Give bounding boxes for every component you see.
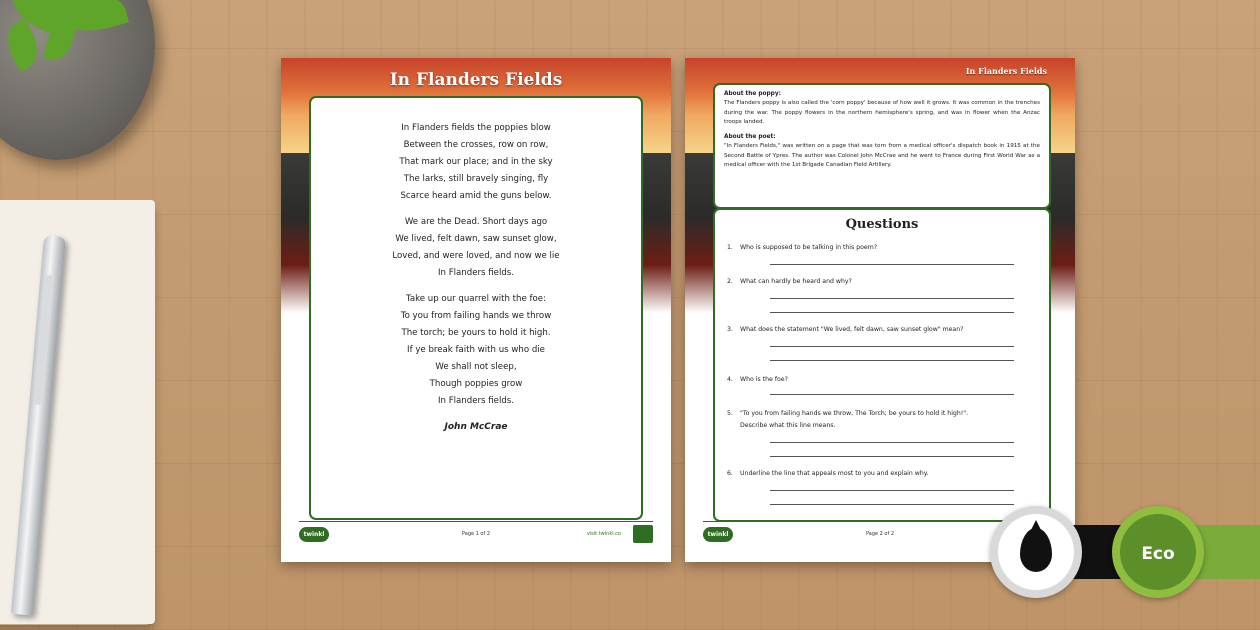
- poem-sheet: [281, 58, 671, 562]
- twinkl-logo: twinkl: [703, 527, 733, 542]
- poem-author: John McCrae: [444, 422, 508, 432]
- answer-line[interactable]: [770, 490, 1014, 491]
- poem-line: Take up our quarrel with the foe:: [406, 294, 546, 304]
- poem-line: Loved, and were loved, and now we lie: [392, 251, 560, 261]
- poem-line: The torch; be yours to hold it high.: [401, 328, 551, 338]
- question-3: 3. What does the statement "We lived, felt dawn, saw sunset glow" mean?: [727, 326, 964, 333]
- answer-line[interactable]: [770, 312, 1014, 313]
- poem-line: Scarce heard amid the guns below.: [400, 191, 552, 201]
- ink-drop-icon[interactable]: [990, 506, 1082, 598]
- questions-card: [713, 208, 1051, 522]
- question-5: 5. "To you from failing hands we throw, The Torch; be yours to hold it high!".: [727, 410, 969, 417]
- answer-line[interactable]: [770, 360, 1014, 361]
- poem-line: Between the crosses, row on row,: [403, 140, 549, 150]
- poem-line: In Flanders fields the poppies blow: [401, 123, 551, 133]
- quality-badge-icon: [633, 525, 653, 543]
- poem-text: [311, 120, 641, 436]
- info-text: [724, 90, 1040, 176]
- sheet-title: In Flanders Fields: [965, 66, 1047, 76]
- answer-line[interactable]: [770, 346, 1014, 347]
- poem-line: We lived, felt dawn, saw sunset glow,: [395, 234, 557, 244]
- poem-line: Though poppies grow: [429, 379, 523, 389]
- answer-line[interactable]: [770, 298, 1014, 299]
- question-1: 1. Who is supposed to be talking in this poem?: [727, 244, 878, 251]
- info-card: [713, 83, 1051, 209]
- about-poppy-heading: About the poppy:: [724, 91, 781, 97]
- question-5-sub: Describe what this line means.: [740, 422, 836, 429]
- site-link: visit twinkl.co: [586, 531, 621, 537]
- poem-line: To you from failing hands we throw: [400, 311, 552, 321]
- about-poet-heading: About the poet:: [724, 134, 776, 141]
- questions-title: Questions: [845, 217, 919, 232]
- answer-line[interactable]: [770, 442, 1014, 443]
- poem-line: In Flanders fields.: [438, 268, 514, 278]
- questions-sheet: [685, 58, 1075, 562]
- answer-line[interactable]: [770, 264, 1014, 265]
- stanza-1: [311, 120, 641, 205]
- poem-line: We are the Dead. Short days ago: [404, 217, 548, 227]
- eco-leaf-icon[interactable]: [1112, 506, 1204, 598]
- page-number: Page 1 of 2: [461, 531, 491, 537]
- answer-line[interactable]: [770, 394, 1014, 395]
- answer-line[interactable]: [770, 456, 1014, 457]
- answer-line[interactable]: [770, 504, 1014, 505]
- poem-title: In Flanders Fields: [389, 70, 563, 90]
- question-2: 2. What can hardly be heard and why?: [727, 278, 852, 285]
- poem-line: The larks, still bravely singing, fly: [403, 174, 549, 184]
- page-footer: [299, 521, 653, 548]
- twinkl-logo: twinkl: [299, 527, 329, 542]
- page-number: Page 2 of 2: [865, 531, 895, 537]
- poem-line: We shall not sleep,: [435, 362, 517, 372]
- stanza-2: [311, 214, 641, 282]
- eco-label: Eco: [1141, 544, 1175, 564]
- question-4: 4. Who is the foe?: [727, 376, 788, 383]
- poem-line: In Flanders fields.: [438, 396, 514, 406]
- about-poppy-text: The Flanders poppy is also called the 'corn poppy' because of how well it grows. It was common in the trenches during the war. The poppy flowers in the northern hemisphere's spring, and was in flower when the Anzac troops landed.: [724, 100, 1040, 125]
- poem-line: If ye break faith with us who die: [407, 345, 545, 355]
- poem-line: That mark our place; and in the sky: [399, 157, 553, 167]
- poem-card: [309, 96, 643, 520]
- about-poet-text: "In Flanders Fields," was written on a page that was torn from a medical officer's dispatch book in 1915 at the Second Battle of Ypres. The author was Colonel John McCrae and he went to France during First World War as a medical officer with the 1st Brigade Canadian Field Artillery.: [724, 143, 1040, 169]
- question-6: 6. Underline the line that appeals most to you and explain why.: [727, 470, 929, 477]
- stanza-3: [311, 291, 641, 410]
